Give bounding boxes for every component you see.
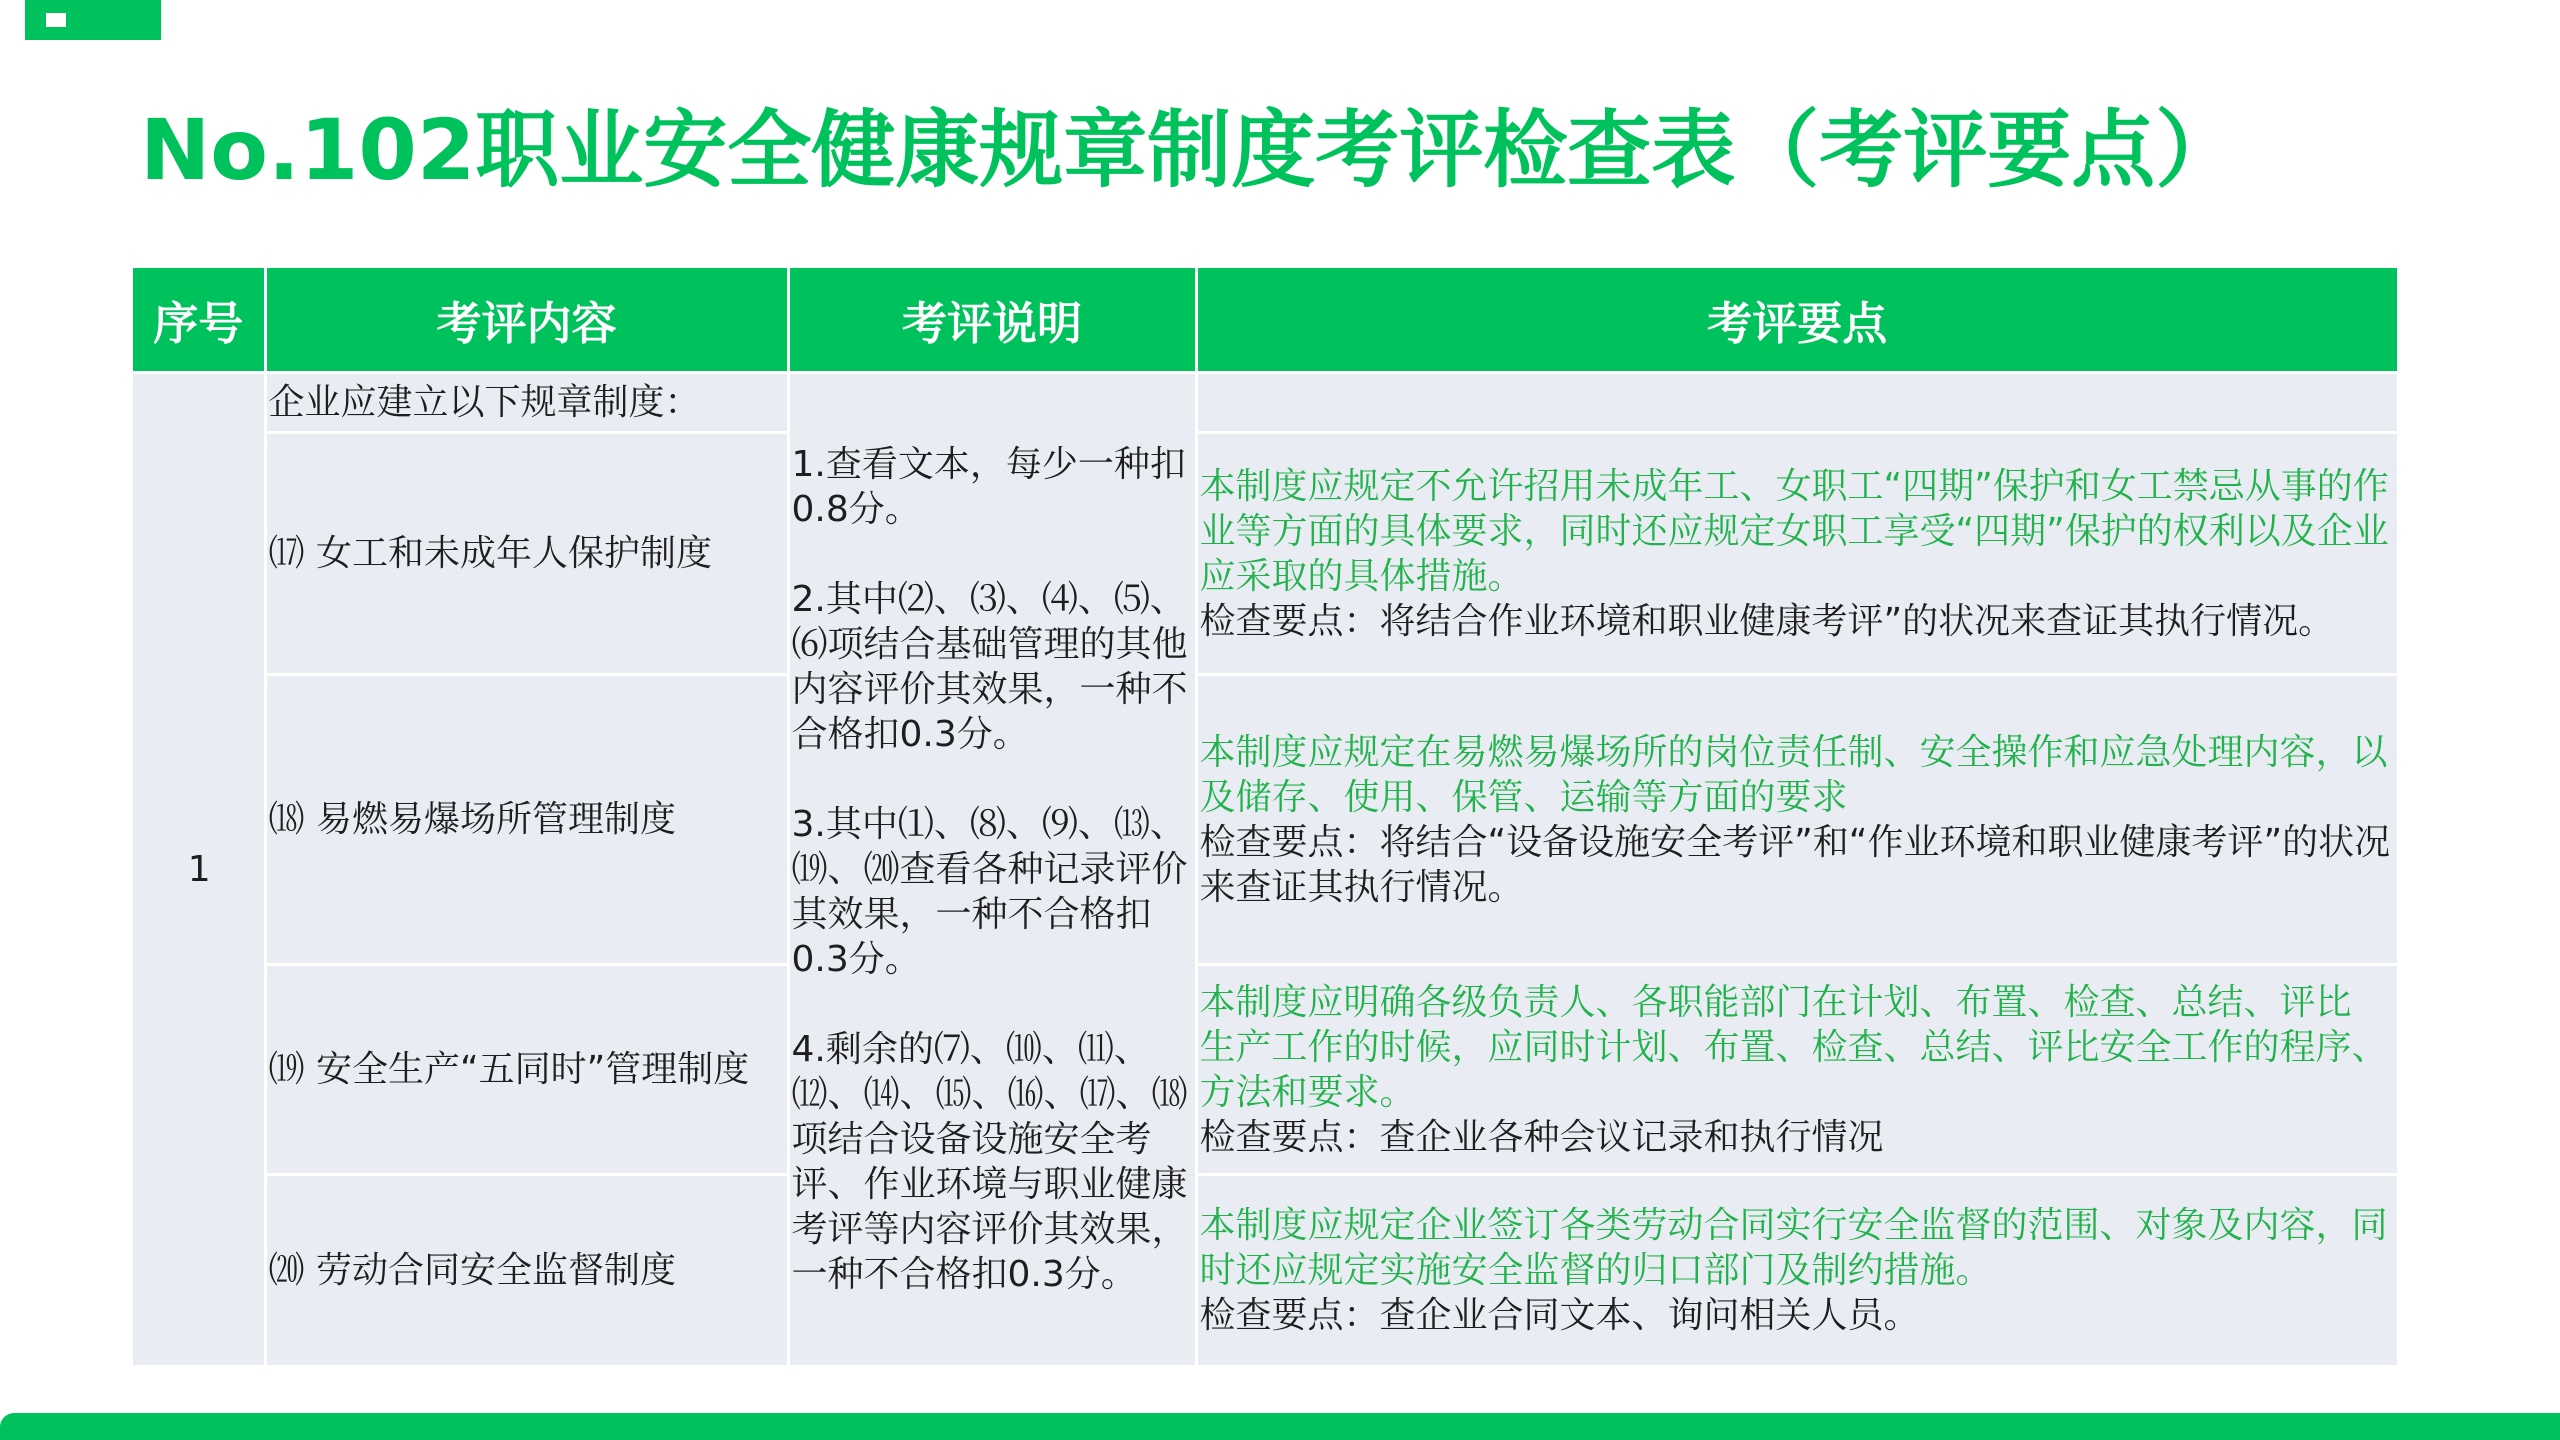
header-points: 考评要点 (1196, 268, 2397, 373)
description-item: 4.剩余的⑺、⑽、⑾、⑿、⒁、⒂、⒃、⒄、⒅项结合设备设施安全考评、作业环境与职业健康考评等内容评价其效果，一种不合格扣0.3分。 (791, 1028, 1188, 1295)
seq-cell: 1 (133, 373, 265, 1365)
header-content: 考评内容 (265, 268, 788, 373)
content-cell: ⒅ 易燃易爆场所管理制度 (265, 675, 788, 965)
table-row (133, 965, 2397, 1175)
table-header-row (133, 268, 2397, 373)
points-cell (1196, 1175, 2397, 1365)
header-seq: 序号 (133, 268, 265, 373)
description-cell (788, 373, 1196, 1365)
points-cell (1196, 675, 2397, 965)
evaluation-table (133, 268, 2397, 1365)
check-text: 检查要点：查企业合同文本、询问相关人员。 (1199, 1294, 1920, 1336)
description-item: 2.其中⑵、⑶、⑷、⑸、⑹项结合基础管理的其他内容评价其效果，一种不合格扣0.3分。 (791, 578, 1188, 755)
top-tab-bar (25, 0, 161, 40)
tab-marker-icon (46, 13, 66, 27)
requirement-text: 本制度应规定在易燃易爆场所的岗位责任制、安全操作和应急处理内容，以及储存、使用、保管、运输等方面的要求 (1199, 731, 2388, 818)
description-item: 3.其中⑴、⑻、⑼、⒀、⒆、⒇查看各种记录评价其效果，一种不合格扣0.3分。 (791, 803, 1188, 980)
requirement-text: 本制度应规定企业签订各类劳动合同实行安全监督的范围、对象及内容，同时还应规定实施安全监督的归口部门及制约措施。 (1199, 1204, 2388, 1291)
requirement-text: 方法和要求。 (1199, 1071, 1416, 1113)
intro-cell: 企业应建立以下规章制度： (265, 373, 788, 433)
check-text: 检查要点：将结合作业环境和职业健康考评”的状况来查证其执行情况。 (1199, 600, 2335, 642)
page-title: No.102职业安全健康规章制度考评检查表（考评要点） (140, 101, 2240, 199)
content-cell: ⒄ 女工和未成年人保护制度 (265, 433, 788, 675)
points-cell (1196, 433, 2397, 675)
description-item: 1.查看文本，每少一种扣0.8分。 (791, 443, 1186, 530)
table-row (133, 373, 2397, 433)
bottom-accent-bar (0, 1413, 2560, 1440)
points-cell-empty (1196, 373, 2397, 433)
table-row (133, 433, 2397, 675)
requirement-text: 本制度应明确各级负责人、各职能部门在计划、布置、检查、总结、评比 (1199, 981, 2352, 1023)
points-cell (1196, 965, 2397, 1175)
header-description: 考评说明 (788, 268, 1196, 373)
requirement-text: 生产工作的时候，应同时计划、布置、检查、总结、评比安全工作的程序、 (1199, 1026, 2388, 1068)
content-cell: ⒇ 劳动合同安全监督制度 (265, 1175, 788, 1365)
table-row (133, 1175, 2397, 1365)
check-text: 检查要点：查企业各种会议记录和执行情况 (1199, 1116, 1884, 1158)
table-row (133, 675, 2397, 965)
check-text: 检查要点：将结合“设备设施安全考评”和“作业环境和职业健康考评”的状况来查证其执行情况。 (1199, 821, 2391, 908)
content-cell: ⒆ 安全生产“五同时”管理制度 (265, 965, 788, 1175)
requirement-text: 本制度应规定不允许招用未成年工、女职工“四期”保护和女工禁忌从事的作业等方面的具体要求，同时还应规定女职工享受“四期”保护的权利以及企业应采取的具体措施。 (1199, 465, 2389, 597)
